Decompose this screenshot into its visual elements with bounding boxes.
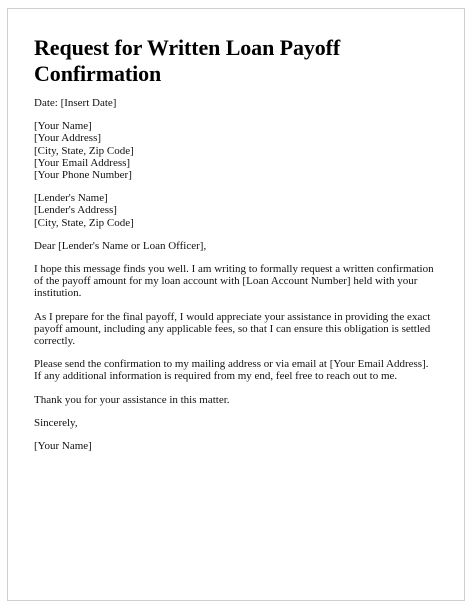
lender-block (34, 192, 444, 229)
body-paragraph-3-line: Please send the confirmation to my mailing address or via email at [Your Email Address]. (34, 358, 429, 371)
body-paragraph-1-line: I hope this message finds you well. I am writing to formally request a written confirmation (34, 263, 434, 276)
sender-block (34, 120, 444, 181)
sender-name: [Your Name] (34, 120, 92, 133)
body-paragraph-2-line: correctly. (34, 335, 76, 348)
letter-content (34, 35, 444, 452)
closing: Sincerely, (34, 416, 78, 429)
body-paragraph-3 (34, 358, 444, 382)
signature: [Your Name] (34, 440, 92, 453)
lender-city-state-zip: [City, State, Zip Code] (34, 216, 134, 229)
lender-name: [Lender's Name] (34, 192, 108, 205)
body-paragraph-1-line: of the payoff amount for my loan account with [Loan Account Number] held with your (34, 275, 418, 288)
title-line-1: Request for Written Loan Payoff (34, 35, 341, 60)
sender-email: [Your Email Address] (34, 156, 131, 169)
letter-date: Date: [Insert Date] (34, 97, 117, 109)
lender-address: [Lender's Address] (34, 204, 117, 217)
letter-page (7, 8, 465, 601)
body-paragraph-2-line: payoff amount, including any applicable fees, so that I can ensure this obligation is settled (34, 322, 431, 335)
body-paragraph-2 (34, 311, 444, 348)
body-paragraph-1-line: institution. (34, 287, 82, 300)
salutation: Dear [Lender's Name or Loan Officer], (34, 239, 207, 252)
body-paragraph-3-line: If any additional information is required from my end, feel free to reach out to me. (34, 370, 398, 383)
sender-phone: [Your Phone Number] (34, 169, 132, 182)
thanks-line: Thank you for your assistance in this matter. (34, 393, 230, 406)
letter-title (34, 35, 444, 87)
body-paragraph-1 (34, 263, 444, 300)
sender-address: [Your Address] (34, 132, 102, 145)
body-paragraph-2-line: As I prepare for the final payoff, I would appreciate your assistance in providing the exact (34, 310, 431, 323)
title-line-2: Confirmation (34, 61, 162, 86)
sender-city-state-zip: [City, State, Zip Code] (34, 144, 134, 157)
